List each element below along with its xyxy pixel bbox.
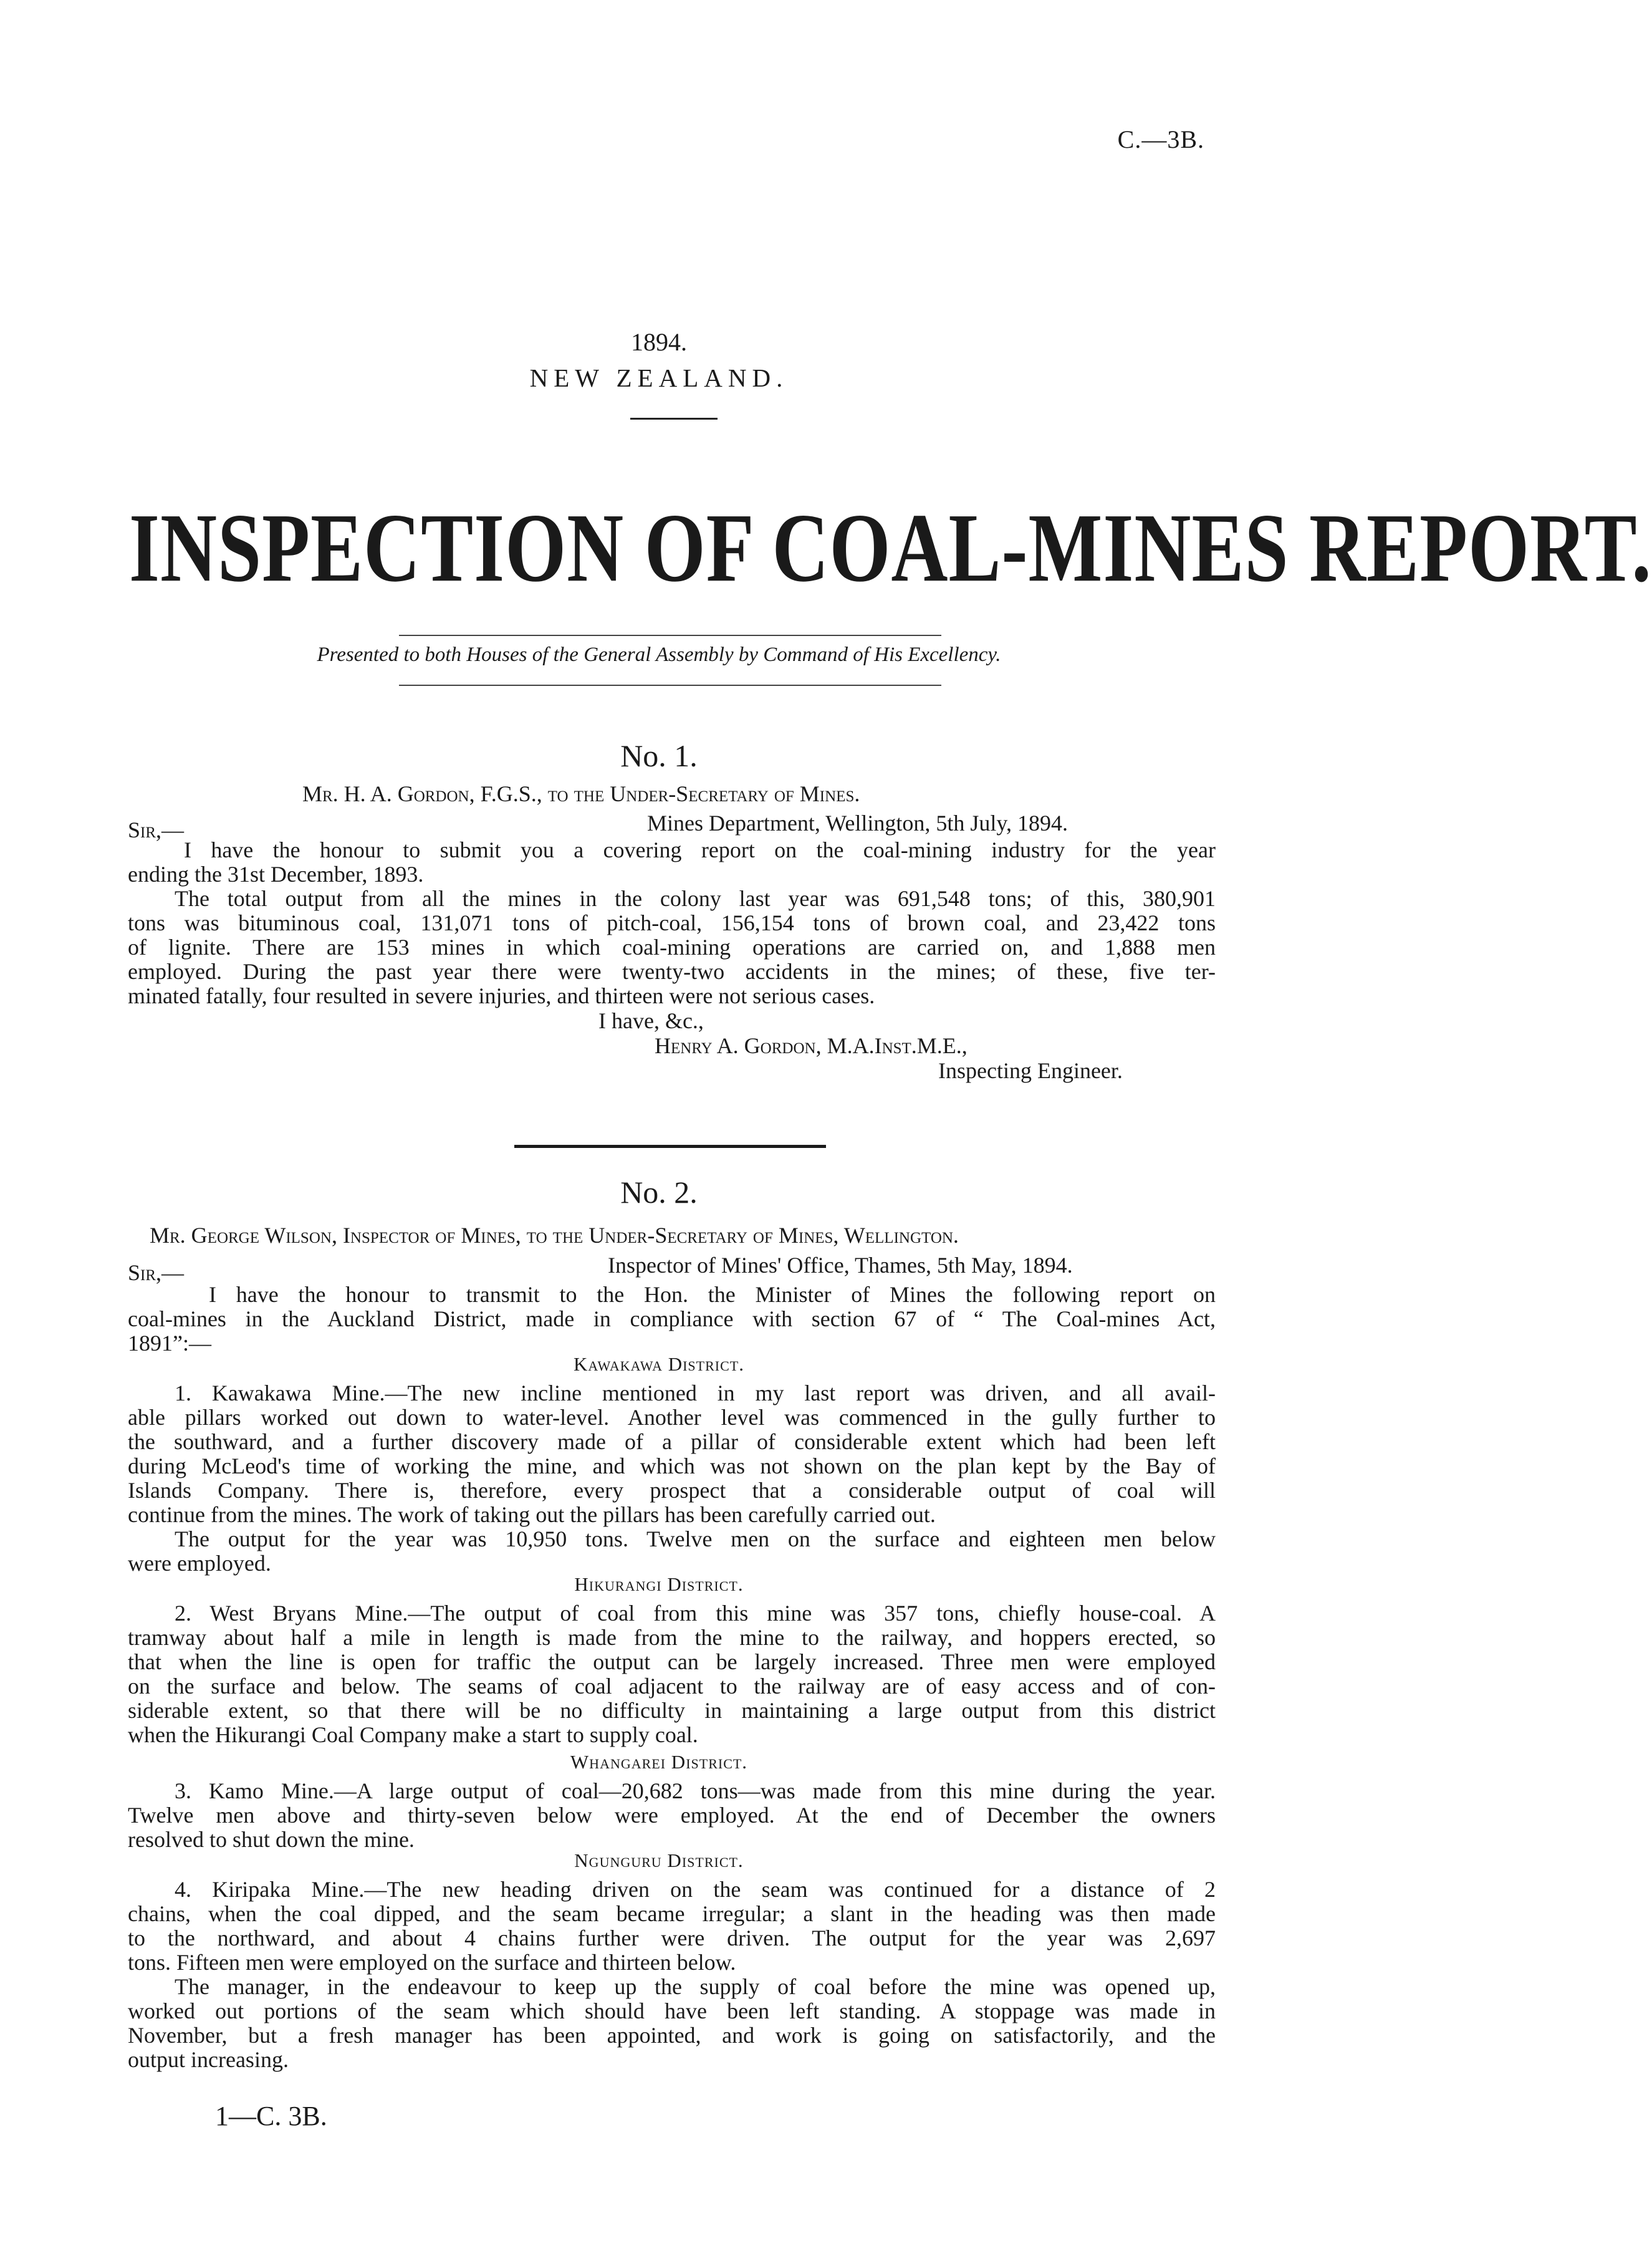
presented-bottom-rule bbox=[399, 685, 941, 686]
whangarei-line: resolved to shut down the mine. bbox=[128, 1827, 415, 1852]
letter1-salutation: Sir,— bbox=[128, 817, 185, 842]
district-heading-kawakawa: Kawakawa District. bbox=[574, 1353, 744, 1375]
district-heading-whangarei: Whangarei District. bbox=[570, 1751, 748, 1773]
ngunguru-line: November, but a fresh manager has been appointed, and work is going on satisfactorily, and the bbox=[128, 2023, 1216, 2048]
ngunguru-line: output increasing. bbox=[128, 2047, 289, 2072]
letter2-address: Inspector of Mines' Office, Thames, 5th May, 1894. bbox=[608, 1253, 1073, 1278]
hikurangi-line: on the surface and below. The seams of coal adjacent to the railway are of easy access and of con- bbox=[128, 1674, 1216, 1699]
letter1-line: The total output from all the mines in the colony last year was 691,548 tons; of this, 380,901 bbox=[175, 886, 1216, 911]
letter2-salutation: Sir,— bbox=[128, 1260, 185, 1285]
letter-number-2: No. 2. bbox=[620, 1175, 698, 1210]
ngunguru-line: tons. Fifteen men were employed on the surface and thirteen below. bbox=[128, 1950, 736, 1975]
kawakawa-line: were employed. bbox=[128, 1551, 271, 1576]
letter1-line: employed. During the past year there were twenty-two accidents in the mines; of these, five ter- bbox=[128, 959, 1216, 984]
kawakawa-line: The output for the year was 10,950 tons. Twelve men on the surface and eighteen men below bbox=[175, 1526, 1216, 1551]
letter1-line: of lignite. There are 153 mines in which coal-mining operations are carried on, and 1,888 men bbox=[128, 935, 1216, 960]
kawakawa-line: during McLeod's time of working the mine, and which was not shown on the plan kept by the Bay of bbox=[128, 1454, 1216, 1478]
letter1-line: ending the 31st December, 1893. bbox=[128, 862, 424, 887]
letter2-intro-line: I have the honour to transmit to the Hon. the Minister of Mines the following report on bbox=[209, 1282, 1216, 1307]
section-divider bbox=[514, 1145, 826, 1148]
kawakawa-line: continue from the mines. The work of taking out the pillars has been carefully carried out. bbox=[128, 1502, 936, 1527]
letter2-intro-line: coal-mines in the Auckland District, made in compliance with section 67 of “ The Coal-mines Act, bbox=[128, 1306, 1216, 1331]
letter1-closing: I have, &c., bbox=[598, 1008, 704, 1033]
report-title: INSPECTION OF COAL-MINES REPORT. bbox=[129, 494, 1652, 603]
letter1-line: tons was bituminous coal, 131,071 tons of pitch-coal, 156,154 tons of brown coal, and 23,422 tons bbox=[128, 910, 1216, 935]
ngunguru-line: chains, when the coal dipped, and the seam became irregular; a slant in the heading was then made bbox=[128, 1901, 1216, 1926]
hikurangi-line: when the Hikurangi Coal Company make a start to supply coal. bbox=[128, 1722, 698, 1747]
letter1-line: I have the honour to submit you a covering report on the coal-mining industry for the year bbox=[184, 837, 1216, 862]
letter-number-1: No. 1. bbox=[620, 738, 698, 773]
kawakawa-line: able pillars worked out down to water-level. Another level was commenced in the gully further to bbox=[128, 1405, 1216, 1430]
kawakawa-line: the southward, and a further discovery made of a pillar of considerable extent which had been left bbox=[128, 1429, 1216, 1454]
letter1-from-to: Mr. H. A. Gordon, F.G.S., to the Under-Secretary of Mines. bbox=[302, 781, 860, 806]
whangarei-line: 3. Kamo Mine.—A large output of coal—20,682 tons—was made from this mine during the year. bbox=[175, 1778, 1216, 1803]
short-divider bbox=[630, 418, 718, 420]
hikurangi-line: 2. West Bryans Mine.—The output of coal from this mine was 357 tons, chiefly house-coal. A bbox=[175, 1601, 1216, 1626]
kawakawa-line: Islands Company. There is, therefore, every prospect that a considerable output of coal will bbox=[128, 1478, 1216, 1503]
document-reference: C.—3B. bbox=[1117, 125, 1204, 153]
ngunguru-line: 4. Kiripaka Mine.—The new heading driven on the seam was continued for a distance of 2 bbox=[175, 1877, 1216, 1902]
whangarei-line: Twelve men above and thirty-seven below were employed. At the end of December the owners bbox=[128, 1803, 1216, 1828]
ngunguru-line: to the northward, and about 4 chains further were driven. The output for the year was 2,697 bbox=[128, 1926, 1216, 1950]
hikurangi-line: tramway about half a mile in length is made from the mine to the railway, and hoppers erected, so bbox=[128, 1625, 1216, 1650]
ngunguru-line: The manager, in the endeavour to keep up the supply of coal before the mine was opened up, bbox=[175, 1974, 1216, 1999]
ngunguru-line: worked out portions of the seam which should have been left standing. A stoppage was made in bbox=[128, 1998, 1216, 2023]
district-heading-hikurangi: Hikurangi District. bbox=[574, 1573, 744, 1595]
country-heading: NEW ZEALAND. bbox=[529, 364, 789, 392]
hikurangi-line: that when the line is open for traffic the output can be largely increased. Three men were employed bbox=[128, 1649, 1216, 1674]
hikurangi-line: siderable extent, so that there will be no difficulty in maintaining a large output from this district bbox=[128, 1698, 1216, 1723]
letter2-intro-line: 1891”:— bbox=[128, 1331, 211, 1356]
letter1-signature: Henry A. Gordon, M.A.Inst.M.E., bbox=[655, 1033, 968, 1058]
kawakawa-line: 1. Kawakawa Mine.—The new incline mentioned in my last report was driven, and all avail- bbox=[175, 1381, 1216, 1405]
district-heading-ngunguru: Ngunguru District. bbox=[574, 1849, 744, 1871]
letter2-from-to: Mr. George Wilson, Inspector of Mines, to the Under-Secretary of Mines, Wellington. bbox=[150, 1223, 959, 1248]
report-year: 1894. bbox=[631, 328, 687, 356]
letter1-role: Inspecting Engineer. bbox=[938, 1058, 1123, 1083]
letter1-line: minated fatally, four resulted in severe injuries, and thirteen were not serious cases. bbox=[128, 983, 875, 1008]
page-signature-mark: 1—C. 3B. bbox=[215, 2101, 327, 2131]
presented-top-rule bbox=[399, 635, 941, 636]
presented-line: Presented to both Houses of the General Assembly by Command of His Excellency. bbox=[317, 644, 1001, 666]
letter1-address: Mines Department, Wellington, 5th July, 1894. bbox=[647, 811, 1069, 836]
